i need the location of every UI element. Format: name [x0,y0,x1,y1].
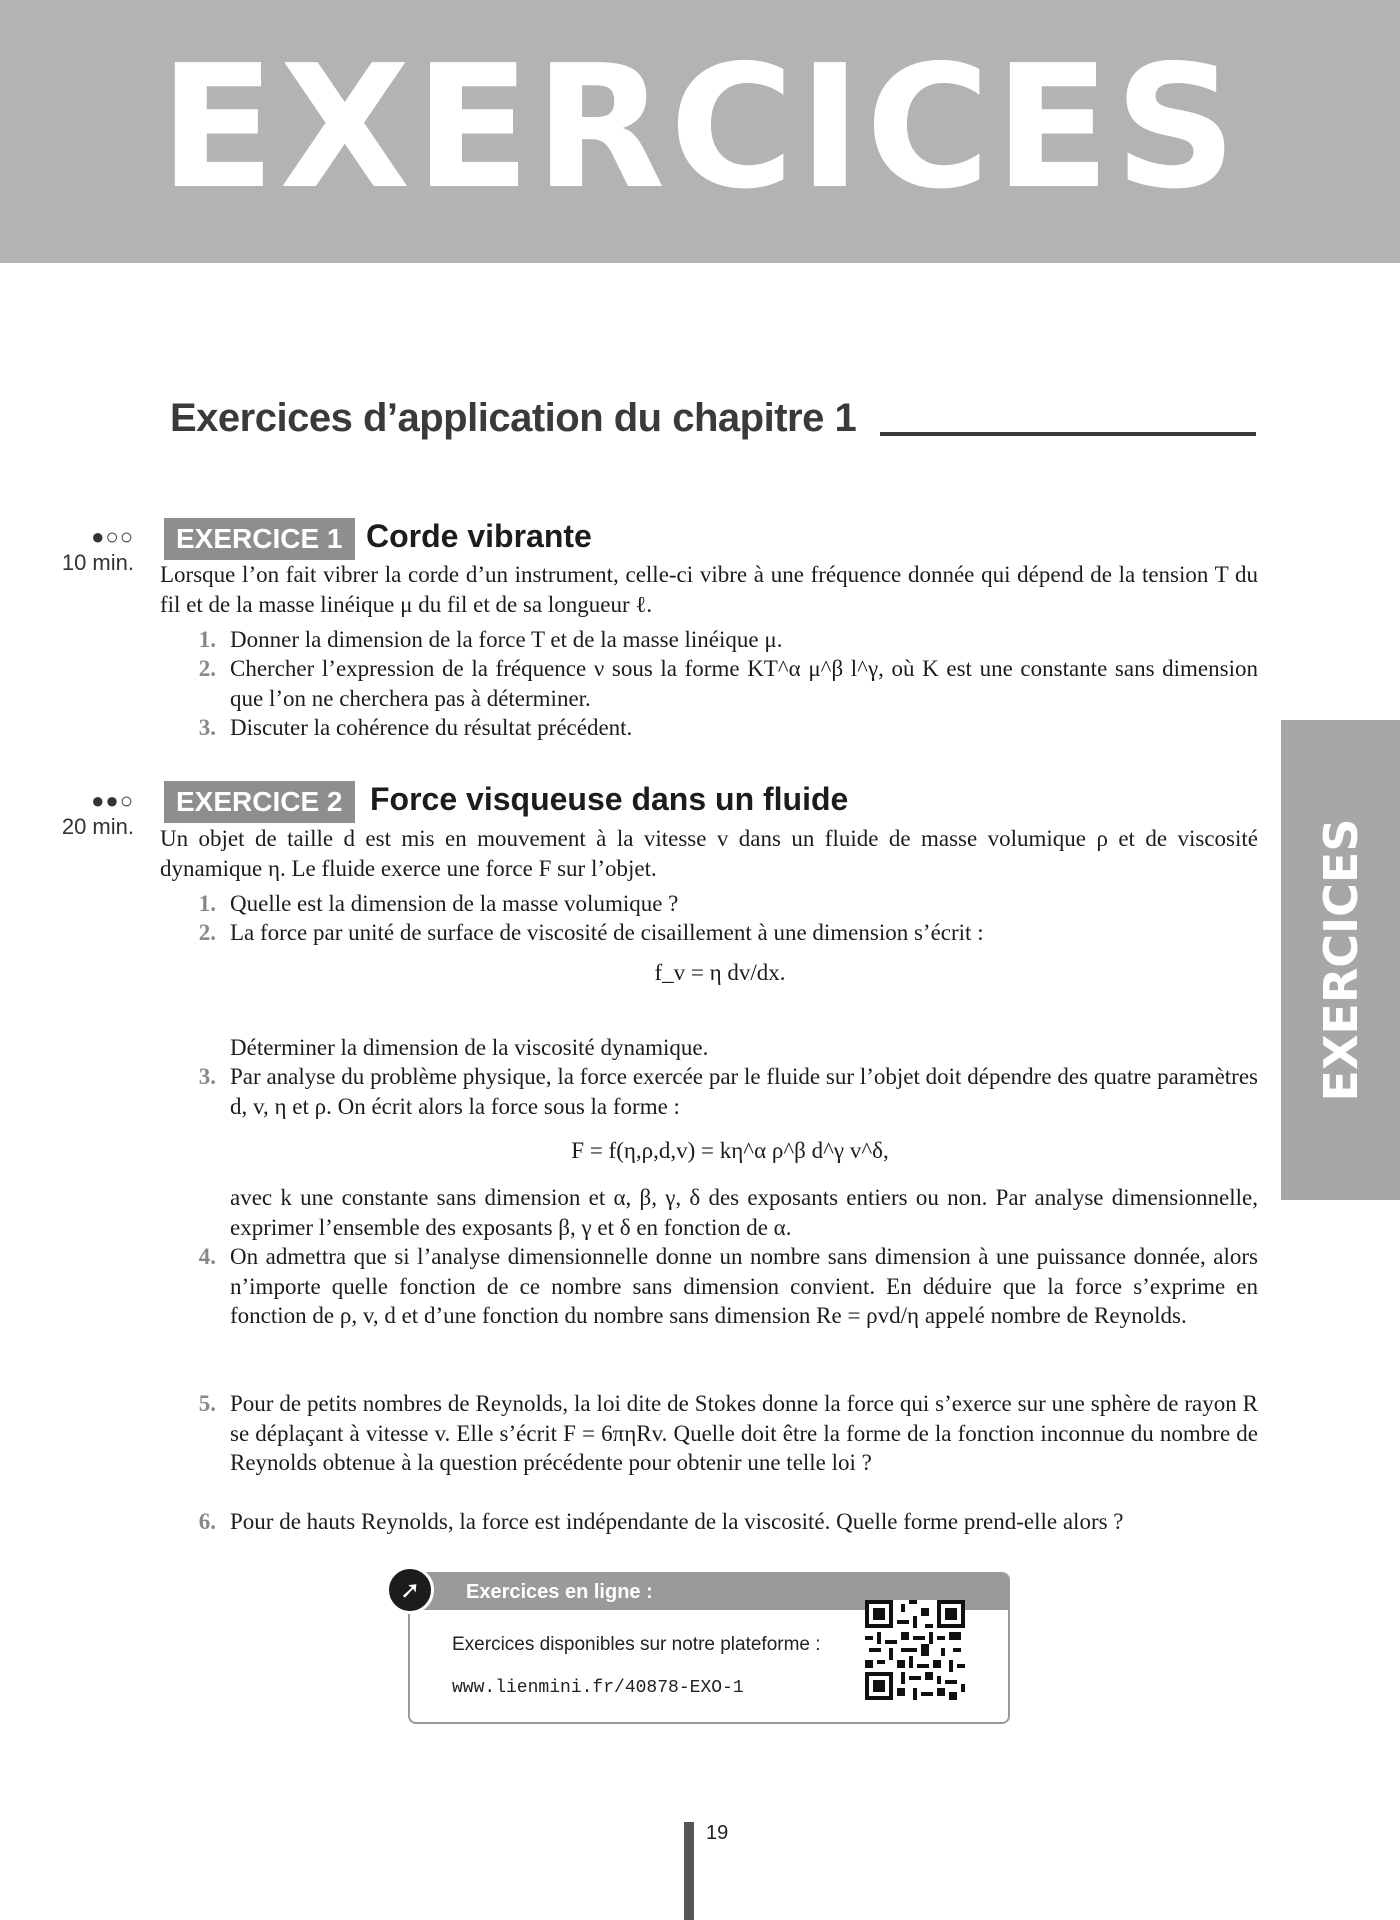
online-link[interactable]: www.lienmini.fr/40878-EXO-1 [452,1678,744,1698]
question-number: 4. [198,1244,216,1269]
exercise-intro-text: Un objet de taille d est mis en mouvement à la vitesse v dans un fluide de masse volumique ρ et de viscosité dynamique η. Le fluide exerce une force F sur l’objet. [160,826,1258,881]
question-number: 1. [198,627,216,652]
exercise-tag: EXERCICE 1 [164,518,355,560]
question-text: Discuter la cohérence du résultat précédent. [230,715,633,740]
exercise-title: Corde vibrante [366,518,592,554]
question-text: Pour de hauts Reynolds, la force est indépendante de la viscosité. Quelle forme prend-elle alors ? [230,1509,1124,1534]
question-text: On admettra que si l’analyse dimensionnelle donne un nombre sans dimension à une puissance donnée, alors n’importe quelle fonction de ce nombre sans dimension convient. En déduire que la force s’exprime en fonction de ρ, v, d et d’une fonction du nombre sans dimension Re = ρvd/η appelé nombre de Reynolds. [230,1244,1258,1328]
duration-label: 10 min. [61,550,134,575]
exercise-title: Force visqueuse dans un fluide [370,781,849,817]
cursor-click-icon: ➚ [386,1566,434,1614]
online-exercises-box [408,1572,1010,1724]
exercise-intro [160,824,1258,883]
section-rule [880,432,1256,436]
duration-label: 20 min. [61,814,134,839]
banner-title: EXERCICES [159,29,1241,227]
page-number: 19 [706,1822,729,1844]
question-text: Chercher l’expression de la fréquence ν sous la forme KT^α μ^β l^γ, où K est une constante sans dimension que l’on ne cherchera pas à déterminer. [230,656,1258,711]
online-box-text: Exercices disponibles sur notre plateforme : [452,1634,821,1655]
exercise-intro-text: Lorsque l’on fait vibrer la corde d’un instrument, celle-ci vibre à une fréquence donnée qui dépend de la tension T du fil et de la masse linéique μ du fil et de sa longueur ℓ. [160,562,1258,617]
difficulty-indicator [44,524,134,576]
difficulty-dots: ●●○ [91,788,134,813]
side-tab-label: EXERCICES [1313,818,1368,1102]
page-number-bar [684,1822,694,1920]
question-text: Déterminer la dimension de la viscosité dynamique. [230,1035,709,1060]
side-tab [1281,720,1400,1200]
online-box-title: Exercices en ligne : [466,1581,653,1603]
difficulty-indicator [44,788,134,840]
question-number: 3. [198,1064,216,1089]
equation: F = f(η,ρ,d,v) = kη^α ρ^β d^γ v^δ, [571,1138,889,1163]
question-text: Quelle est la dimension de la masse volumique ? [230,891,679,916]
question-text: Par analyse du problème physique, la force exercée par le fluide sur l’objet doit dépendre des quatre paramètres d, v, η et ρ. On écrit alors la force sous la forme : [230,1064,1258,1119]
header-banner [0,0,1400,263]
question-text: avec k une constante sans dimension et α, β, γ, δ des exposants entiers ou non. Par analyse dimensionnelle, exprimer l’ensemble des exposants β, γ et δ en fonction de α. [230,1185,1258,1240]
question-text: Pour de petits nombres de Reynolds, la loi dite de Stokes donne la force qui s’exerce sur une sphère de rayon R se déplaçant à vitesse v. Elle s’écrit F = 6πηRv. Quelle doit être la forme de la fonction inconnue du nombre de Reynolds obtenue à la question précédente pour obtenir une telle loi ? [230,1391,1258,1475]
exercise-tag: EXERCICE 2 [164,781,355,823]
question-number: 2. [198,920,216,945]
question-number: 6. [198,1509,216,1534]
equation: f_v = η dv/dx. [654,960,786,985]
question-number: 2. [198,656,216,681]
question-number: 1. [198,891,216,916]
section-title: Exercices d’application du chapitre 1 [170,396,857,440]
exercise-intro [160,560,1258,619]
question-text: La force par unité de surface de viscosité de cisaillement à une dimension s’écrit : [230,920,984,945]
question-number: 3. [198,715,216,740]
question-text: Donner la dimension de la force T et de la masse linéique μ. [230,627,783,652]
question-number: 5. [198,1391,216,1416]
qr-code-icon[interactable] [865,1600,965,1700]
difficulty-dots: ●○○ [91,524,134,549]
